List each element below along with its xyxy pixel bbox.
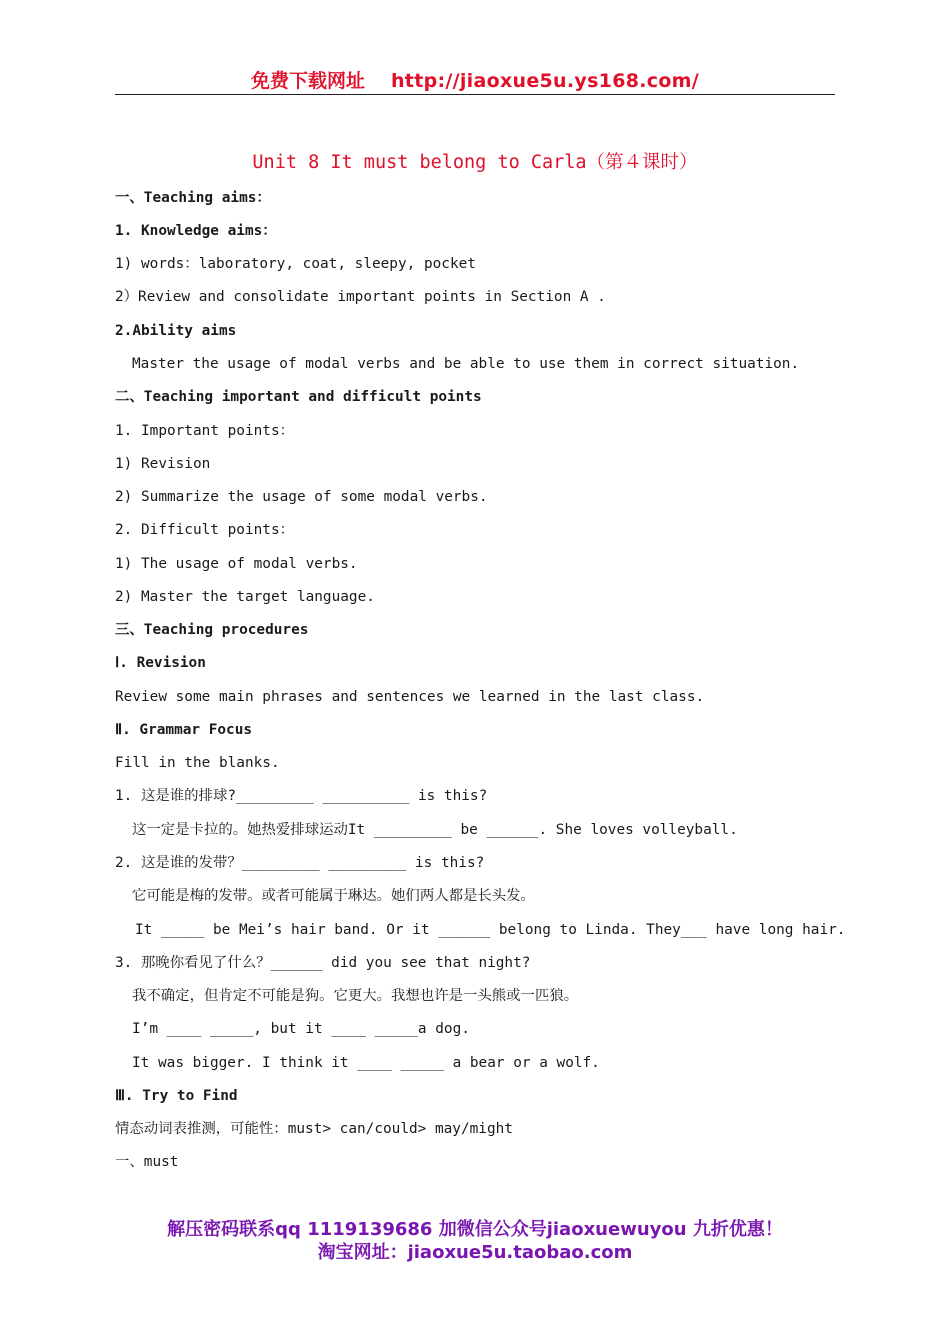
text-line: 1. Important points：: [115, 423, 295, 439]
exercise-line: 3. 那晚你看见了什么？______ did you see that night?: [115, 955, 531, 971]
exercise-line: 它可能是梅的发带。或者可能属于琳达。她们两人都是长头发。: [132, 888, 535, 904]
header-label: 免费下载网址: [250, 70, 365, 92]
section-heading-important-points: 二、Teaching important and difficult points: [115, 389, 482, 405]
page-title: Unit 8 It must belong to Carla（第４课时）: [252, 152, 698, 173]
header-url-link[interactable]: http://jiaoxue5u.ys168.com/: [390, 70, 700, 92]
page-footer: [0, 1218, 950, 1264]
exercise-line: It _____ be Mei’s hair band. Or it ______ belong to Linda. They___ have long hair.: [135, 922, 846, 938]
exercise-line: 我不确定，但肯定不可能是狗。它更大。我想也许是一头熊或一匹狼。: [132, 988, 579, 1004]
text-line: 1) The usage of modal verbs.: [115, 556, 358, 572]
text-line: 1) Revision: [115, 456, 211, 472]
text-line: Review some main phrases and sentences we learned in the last class.: [115, 689, 705, 705]
section-heading-procedures: 三、Teaching procedures: [115, 622, 309, 638]
subheading-revision: Ⅰ. Revision: [115, 655, 206, 671]
exercise-line: 2. 这是谁的发带？_________ _________ is this?: [115, 855, 485, 871]
text-line: 2. Difficult points：: [115, 522, 295, 538]
text-line: Fill in the blanks.: [115, 755, 280, 771]
exercise-line: It was bigger. I think it ____ _____ a bear or a wolf.: [132, 1055, 600, 1071]
text-line: 2）Review and consolidate important points in Section A .: [115, 289, 606, 305]
page-header: [115, 66, 835, 95]
exercise-line: I’m ____ _____, but it ____ _____a dog.: [132, 1021, 470, 1037]
subheading-ability-aims: 2.Ability aims: [115, 323, 237, 339]
text-line: 1) words：laboratory, coat, sleepy, pocket: [115, 256, 476, 272]
section-heading-teaching-aims: 一、Teaching aims：: [115, 190, 271, 206]
footer-shop-link[interactable]: 淘宝网址：jiaoxue5u.taobao.com: [317, 1242, 633, 1263]
text-line: 情态动词表推测，可能性：must> can/could> may/might: [115, 1121, 513, 1137]
exercise-line: 1. 这是谁的排球?_________ __________ is this?: [115, 788, 488, 804]
text-line: 2) Summarize the usage of some modal verbs.: [115, 489, 488, 505]
subheading-try-to-find: Ⅲ. Try to Find: [115, 1088, 238, 1104]
text-line: 一、must: [115, 1154, 179, 1170]
text-line: Master the usage of modal verbs and be able to use them in correct situation.: [132, 356, 800, 372]
subheading-knowledge-aims: 1. Knowledge aims：: [115, 223, 277, 239]
footer-contact: 解压密码联系qq 1119139686 加微信公众号jiaoxuewuyou 九折优惠！: [167, 1219, 783, 1240]
subheading-grammar-focus: Ⅱ. Grammar Focus: [115, 722, 253, 738]
text-line: 2) Master the target language.: [115, 589, 375, 605]
exercise-line: 这一定是卡拉的。她热爱排球运动It _________ be ______. She loves volleyball.: [132, 822, 738, 838]
